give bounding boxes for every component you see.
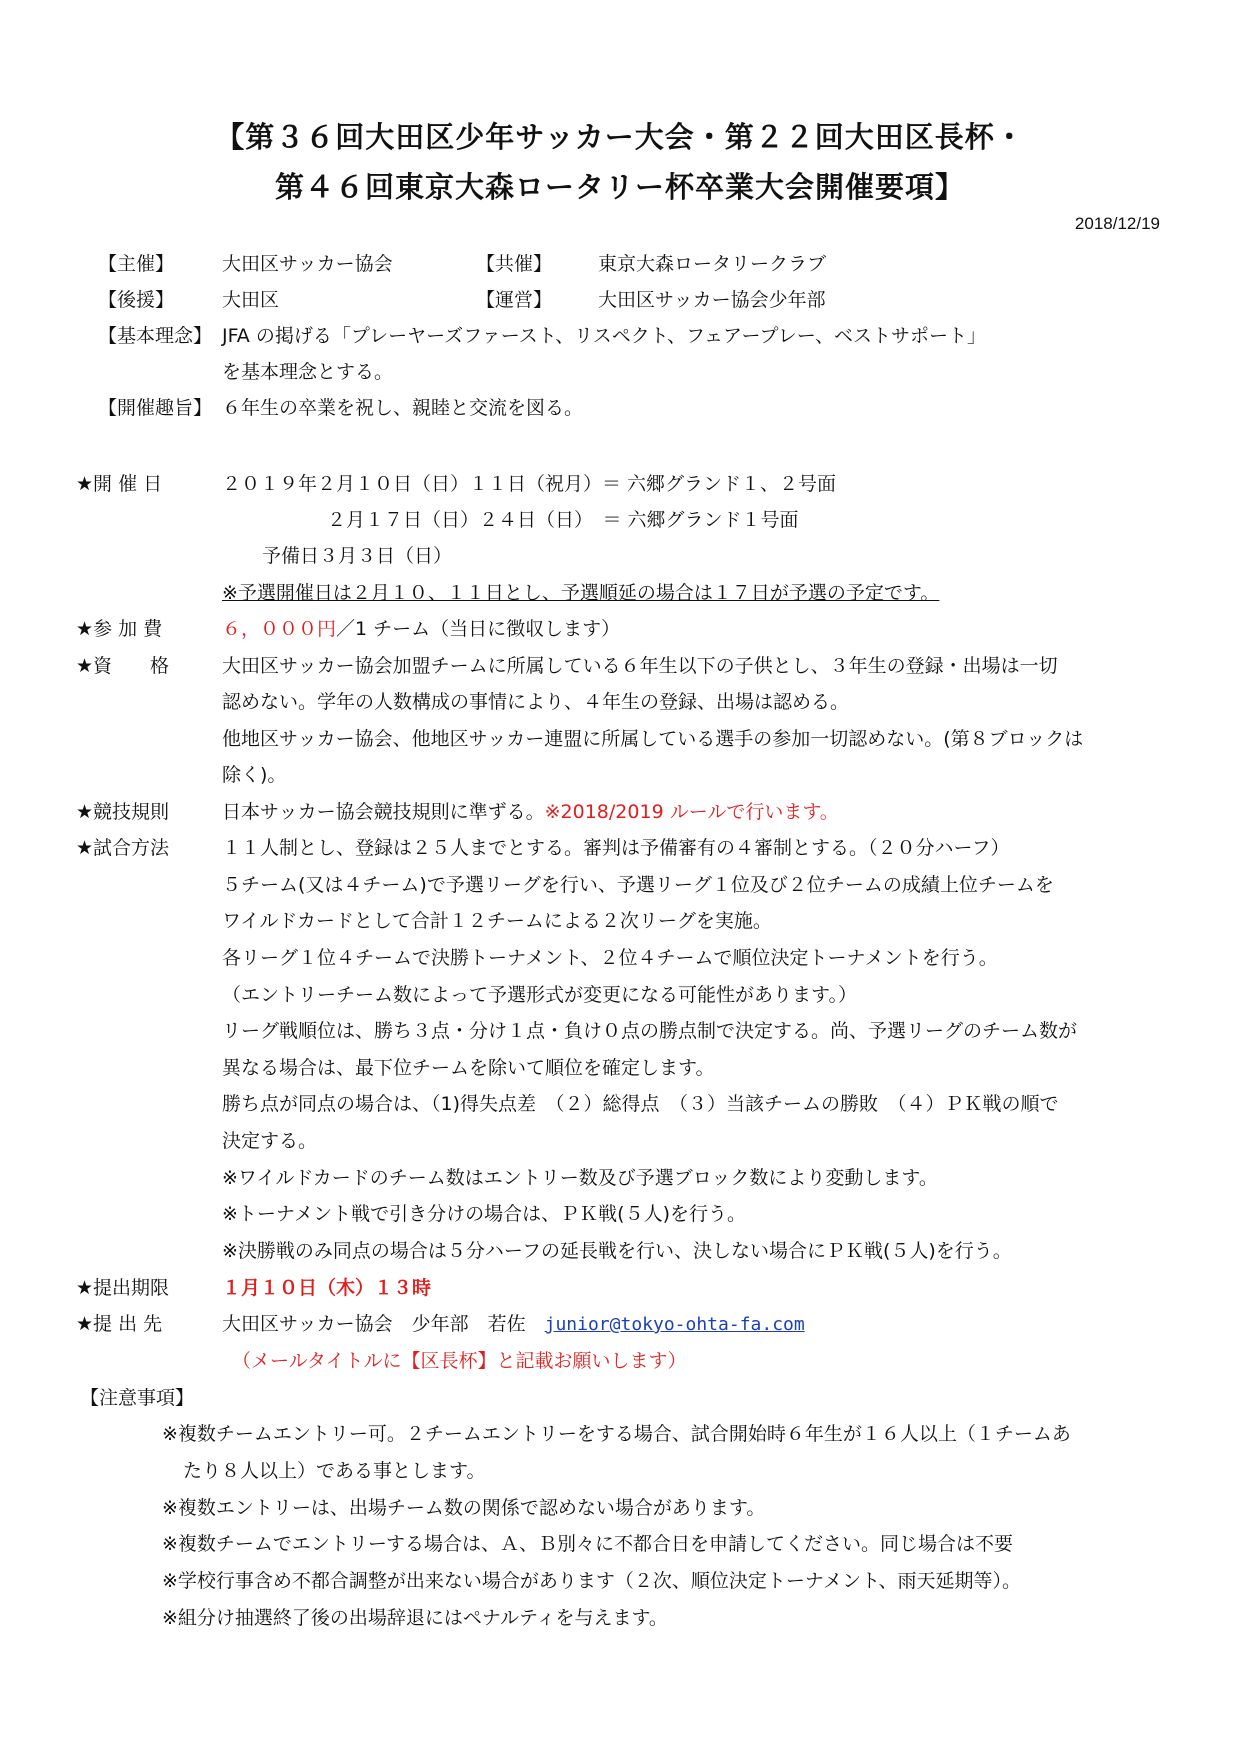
purpose-value: ６年生の卒業を祝し、親睦と交流を図る。 <box>222 397 584 419</box>
philosophy-label: 【基本理念】 <box>98 325 213 347</box>
rules-text: 日本サッカー協会競技規則に準ずる。 <box>222 801 545 823</box>
submit-value <box>222 1312 805 1337</box>
submit-text: 大田区サッカー協会 少年部 若佐 <box>222 1313 545 1335</box>
host-label: 【主催】 <box>98 253 175 275</box>
operation-label: 【運営】 <box>476 289 553 311</box>
philosophy-line-2: を基本理念とする。 <box>222 361 394 383</box>
method-line: １１人制とし、登録は２５人までとする。審判は予備審有の４審制とする。（２０分ハーフ） <box>222 837 1010 859</box>
schedule-line-2: ２月１７日（日）２４日（日） ＝ 六郷グランド１号面 <box>327 509 799 531</box>
rules-value <box>222 800 839 824</box>
eligibility-line: 除く)。 <box>222 764 287 786</box>
rules-red-note: ※2018/2019 ルールで行います。 <box>544 801 839 823</box>
host-value: 大田区サッカー協会 <box>222 253 393 275</box>
note-line: ※組分け抽選終了後の出場辞退にはペナルティを与えます。 <box>162 1607 668 1629</box>
method-label: ★試合方法 <box>76 837 170 859</box>
title-line-1: 【第３６回大田区少年サッカー大会・第２２回大田区長杯・ <box>215 120 1025 154</box>
method-line: ※決勝戦のみ同点の場合は５分ハーフの延長戦を行い、決しない場合にＰＫ戦(５人)を行う。 <box>222 1240 1012 1262</box>
operation-value: 大田区サッカー協会少年部 <box>598 289 826 311</box>
notes-label: 【注意事項】 <box>80 1387 195 1409</box>
eligibility-label: ★資 格 <box>76 655 170 677</box>
note-line: ※複数エントリーは、出場チーム数の関係で認めない場合があります。 <box>162 1497 766 1519</box>
method-line: ワイルドカードとして合計１２チームによる２次リーグを実施。 <box>222 910 772 932</box>
fee-value <box>222 617 620 641</box>
schedule-note: ※予選開催日は２月１０、１１日とし、予選順延の場合は１７日が予選の予定です。 <box>222 582 940 604</box>
eligibility-line: 他地区サッカー協会、他地区サッカー連盟に所属している選手の参加一切認めない。(第８ブロックは <box>222 728 1084 750</box>
note-line-continued: たり８人以上）である事とします。 <box>183 1460 486 1482</box>
email-link[interactable]: junior@tokyo-ohta-fa.com <box>544 1314 805 1335</box>
eligibility-line: 大田区サッカー協会加盟チームに所属している６年生以下の子供とし、３年生の登録・出場は一切 <box>222 655 1058 677</box>
support-label: 【後援】 <box>98 289 175 311</box>
eligibility-line: 認めない。学年の人数構成の事情により、４年生の登録、出場は認める。 <box>222 691 850 713</box>
method-line: 異なる場合は、最下位チームを除いて順位を確定します。 <box>222 1057 715 1079</box>
title-line-2: 第４６回東京大森ロータリー杯卒業大会開催要項】 <box>274 170 965 204</box>
method-line: 各リーグ１位４チームで決勝トーナメント、２位４チームで順位決定トーナメントを行う。 <box>222 947 998 969</box>
fee-label: ★参 加 費 <box>76 618 163 640</box>
submit-label: ★提 出 先 <box>76 1313 163 1335</box>
method-line: ５チーム(又は４チーム)で予選リーグを行い、予選リーグ１位及び２位チームの成績上位チームを <box>222 874 1054 896</box>
deadline-label: ★提出期限 <box>76 1277 170 1299</box>
method-line: ※ワイルドカードのチーム数はエントリー数及び予選ブロック数により変動します。 <box>222 1167 938 1189</box>
schedule-line-3: 予備日３月３日（日） <box>262 545 453 567</box>
fee-amount: ６，０００円 <box>222 618 337 640</box>
submit-note: （メールタイトルに【区長杯】と記載お願いします） <box>232 1350 687 1372</box>
note-line: ※学校行事含め不都合調整が出来ない場合があります（２次、順位決定トーナメント、雨天延期等）。 <box>162 1570 1021 1592</box>
method-line: （エントリーチーム数によって予選形式が変更になる可能性があります。） <box>222 984 857 1006</box>
cohost-value: 東京大森ロータリークラブ <box>598 253 827 275</box>
rules-label: ★競技規則 <box>76 801 170 823</box>
method-line: ※トーナメント戦で引き分けの場合は、ＰＫ戦(５人)を行う。 <box>222 1203 746 1225</box>
purpose-label: 【開催趣旨】 <box>98 397 213 419</box>
method-line: リーグ戦順位は、勝ち３点・分け１点・負け０点の勝点制で決定する。尚、予選リーグのチーム数が <box>222 1020 1078 1042</box>
deadline-value: １月１０日（木）１３時 <box>222 1277 432 1299</box>
cohost-label: 【共催】 <box>476 253 553 275</box>
schedule-label: ★開 催 日 <box>76 473 163 495</box>
schedule-line-1: ２０１９年２月１０日（日）１１日（祝月）＝ 六郷グランド１、２号面 <box>222 473 837 495</box>
philosophy-line-1: JFA の掲げる「プレーヤーズファースト、リスペクト、フェアープレー、ベストサポート」 <box>222 325 986 347</box>
method-line: 勝ち点が同点の場合は、（1)得失点差 （２）総得点 （３）当該チームの勝敗 （４）ＰＫ戦の順で <box>222 1093 1059 1115</box>
fee-rest: ／1 チーム（当日に徴収します） <box>336 618 621 640</box>
support-value: 大田区 <box>222 289 280 311</box>
issue-date: 2018/12/19 <box>1074 214 1160 233</box>
note-line: ※複数チームエントリー可。２チームエントリーをする場合、試合開始時６年生が１６人以上（１チームあ <box>162 1423 1071 1445</box>
note-line: ※複数チームでエントリーする場合は、Ａ、Ｂ別々に不都合日を申請してください。同じ場合は不要 <box>162 1533 1013 1555</box>
method-line: 決定する。 <box>222 1130 318 1152</box>
